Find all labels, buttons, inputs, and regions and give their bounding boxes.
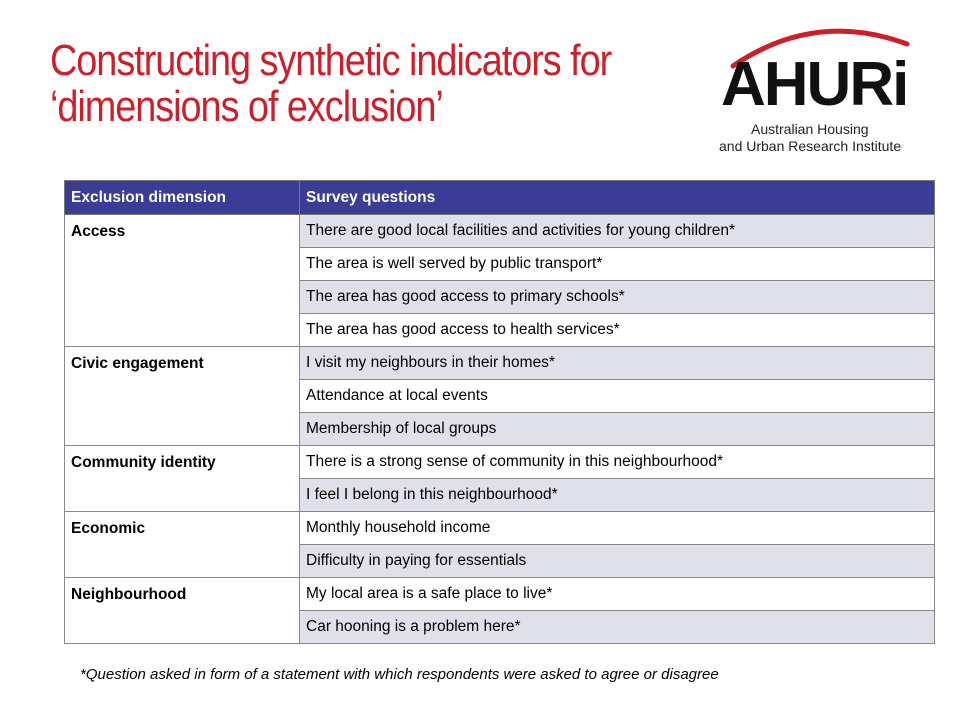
dimension-cell: Economic xyxy=(65,512,300,578)
question-cell: My local area is a safe place to live* xyxy=(300,578,935,611)
dimension-cell: Civic engagement xyxy=(65,347,300,446)
column-header-questions: Survey questions xyxy=(300,181,935,215)
logo-subtitle-line-1: Australian Housing xyxy=(751,121,869,137)
column-header-dimension: Exclusion dimension xyxy=(65,181,300,215)
table-row xyxy=(65,347,935,380)
table-body xyxy=(65,215,935,644)
table-row xyxy=(65,446,935,479)
question-cell: The area has good access to primary schools* xyxy=(300,281,935,314)
logo-wordmark: AHURi xyxy=(721,50,908,119)
question-cell: There are good local facilities and activities for young children* xyxy=(300,215,935,248)
question-cell: Difficulty in paying for essentials xyxy=(300,545,935,578)
table-row xyxy=(65,512,935,545)
dimension-cell: Community identity xyxy=(65,446,300,512)
question-cell: I feel I belong in this neighbourhood* xyxy=(300,479,935,512)
logo-subtitle-line-2: and Urban Research Institute xyxy=(719,138,902,154)
logo-subtitle xyxy=(719,121,929,155)
dimension-cell: Access xyxy=(65,215,300,347)
question-cell: The area has good access to health services* xyxy=(300,314,935,347)
question-cell: Car hooning is a problem here* xyxy=(300,611,935,644)
question-cell: There is a strong sense of community in this neighbourhood* xyxy=(300,446,935,479)
table-row xyxy=(65,578,935,611)
question-cell: The area is well served by public transport* xyxy=(300,248,935,281)
ahuri-logo xyxy=(715,18,930,158)
table-row xyxy=(65,215,935,248)
dimension-cell: Neighbourhood xyxy=(65,578,300,644)
question-cell: Attendance at local events xyxy=(300,380,935,413)
exclusion-dimensions-table xyxy=(64,180,935,644)
question-cell: I visit my neighbours in their homes* xyxy=(300,347,935,380)
page-title xyxy=(50,36,612,131)
page-title-line-2: ‘dimensions of exclusion’ xyxy=(50,82,443,131)
question-cell: Membership of local groups xyxy=(300,413,935,446)
table-header-row xyxy=(65,181,935,215)
page-title-line-1: Constructing synthetic indicators for xyxy=(50,36,612,85)
question-cell: Monthly household income xyxy=(300,512,935,545)
footnote: *Question asked in form of a statement with which respondents were asked to agree or disagree xyxy=(80,666,719,683)
